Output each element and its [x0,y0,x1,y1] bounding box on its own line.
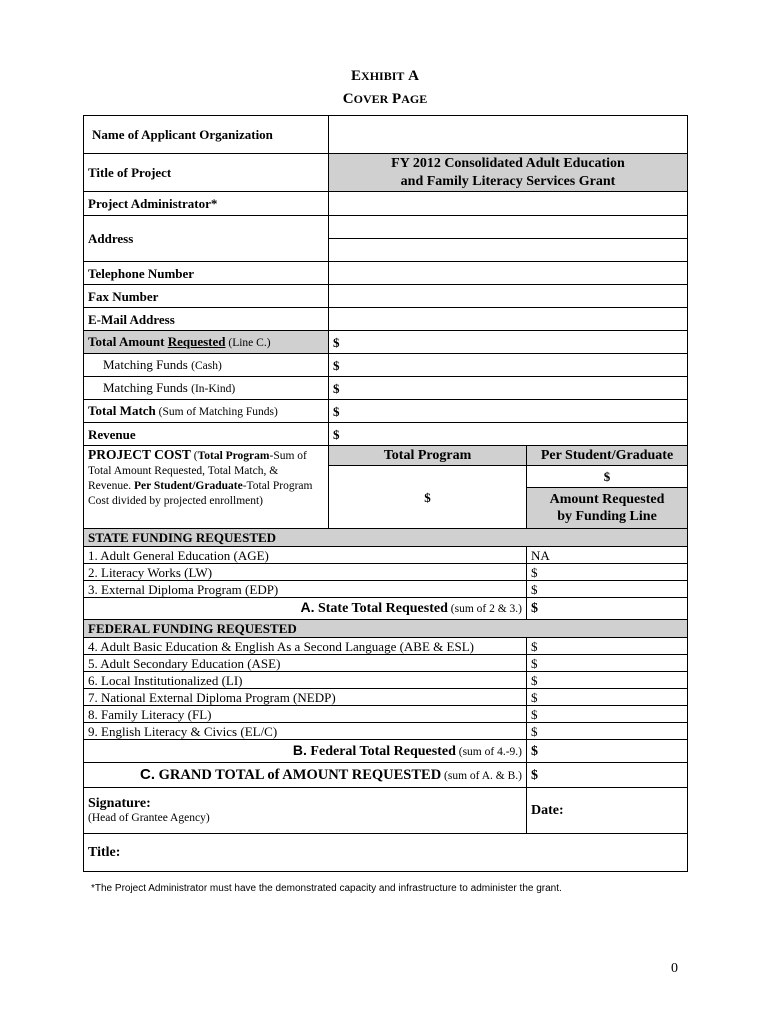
row-total-amount [84,331,688,354]
matching-inkind-label-text: Matching Funds [103,379,192,395]
federal-total-field[interactable]: $ [527,740,688,763]
footnote: *The Project Administrator must have the demonstrated capacity and infrastructure to administer the grant. [91,883,562,894]
grand-total-text: GRAND TOTAL of AMOUNT REQUESTED [155,766,442,783]
per-student-field[interactable]: $ [527,466,688,488]
row-federal-abe-esl [84,638,688,655]
project-title-line2: and Family Literacy Services Grant [400,173,616,189]
matching-cash-label [84,354,329,377]
row-federal-ase [84,655,688,672]
grand-total-note: (sum of A. & B.) [441,769,522,782]
total-match-field[interactable]: $ [329,400,688,423]
federal-funding-heading: FEDERAL FUNDING REQUESTED [84,620,688,638]
cover-page-form [83,115,688,872]
row-title [84,834,688,872]
state-item-edp-value[interactable]: $ [527,581,688,598]
exhibit-title-letter: A [408,68,419,84]
federal-item-fl-label: 8. Family Literacy (FL) [84,706,527,723]
federal-item-li-label: 6. Local Institutionalized (LI) [84,672,527,689]
total-program-header: Total Program [329,446,527,466]
matching-cash-note: (Cash) [191,359,222,372]
signature-cell[interactable] [84,788,527,834]
cover-page-title [0,91,770,108]
state-item-lw-value[interactable]: $ [527,564,688,581]
row-federal-heading [84,620,688,638]
total-match-label [84,400,329,423]
project-title-label: Title of Project [84,154,329,192]
email-label: E-Mail Address [84,308,329,331]
row-fax [84,285,688,308]
amount-requested-line1: Amount Requested [549,492,665,507]
email-field[interactable] [329,308,688,331]
project-cost-total-program-desc: -Sum of Total Amount Requested, Total Match, & Revenue. [88,450,307,492]
project-cost-per-student-desc: -Total Program Cost divided by projected enrollment) [88,480,313,507]
federal-item-elc-value[interactable]: $ [527,723,688,740]
total-amount-field[interactable]: $ [329,331,688,354]
grand-total-field[interactable]: $ [527,763,688,788]
project-title-line1: FY 2012 Consolidated Adult Education [391,155,625,171]
grand-total-label [84,763,527,788]
project-cost-total-program: Total Program [197,450,270,462]
telephone-field[interactable] [329,262,688,285]
row-federal-li [84,672,688,689]
project-cost-open: ( [190,450,198,462]
project-cost-per-student: Per Student/Graduate [133,480,243,492]
federal-item-nedp-value[interactable]: $ [527,689,688,706]
cover-title-rest: OVER [353,92,389,106]
row-email [84,308,688,331]
project-cost-label [84,446,329,529]
state-funding-heading: STATE FUNDING REQUESTED [84,529,688,547]
state-total-note: (sum of 2 & 3.) [447,603,522,615]
telephone-label: Telephone Number [84,262,329,285]
state-item-edp-label: 3. External Diploma Program (EDP) [84,581,527,598]
state-total-letter: A. [300,599,315,615]
row-total-match [84,400,688,423]
row-federal-nedp [84,689,688,706]
matching-cash-field[interactable]: $ [329,354,688,377]
fax-label: Fax Number [84,285,329,308]
exhibit-title-rest: XHIBIT [361,69,405,83]
address-label: Address [84,216,329,262]
row-administrator [84,192,688,216]
federal-total-text: Federal Total Requested [306,743,456,759]
amount-requested-line2: by Funding Line [557,509,657,524]
state-item-lw-label: 2. Literacy Works (LW) [84,564,527,581]
applicant-org-label: Name of Applicant Organization [84,116,329,154]
row-state-lw [84,564,688,581]
applicant-org-field[interactable] [329,116,688,154]
total-amount-note: (Line C.) [225,336,271,349]
federal-item-elc-label: 9. English Literacy & Civics (EL/C) [84,723,527,740]
signature-label: Signature: [88,795,151,811]
signature-sub: (Head of Grantee Agency) [88,811,210,824]
row-telephone [84,262,688,285]
federal-item-abe-esl-value[interactable]: $ [527,638,688,655]
row-applicant-org [84,116,688,154]
project-cost-title: PROJECT COST [88,447,191,462]
row-matching-inkind [84,377,688,400]
date-cell[interactable]: Date: [527,788,688,834]
row-federal-fl [84,706,688,723]
page-title-initial: P [392,91,402,107]
row-state-edp [84,581,688,598]
page-title-rest: AGE [401,92,428,106]
total-amount-label-requested: Requested [167,333,226,349]
row-project-title [84,154,688,192]
row-address-1 [84,216,688,239]
federal-total-label [84,740,527,763]
total-match-note: (Sum of Matching Funds) [155,405,278,418]
total-amount-label [84,331,329,354]
project-title-value [329,154,688,192]
state-item-age-label: 1. Adult General Education (AGE) [84,547,527,564]
row-state-total [84,598,688,620]
federal-item-abe-esl-label: 4. Adult Basic Education & English As a Second Language (ABE & ESL) [84,638,527,655]
state-total-label [84,598,527,620]
row-federal-elc [84,723,688,740]
row-project-cost-header [84,446,688,466]
total-match-label-text: Total Match [88,402,156,418]
federal-total-note: (sum of 4.-9.) [455,745,522,758]
federal-item-li-value[interactable]: $ [527,672,688,689]
revenue-label: Revenue [84,423,329,446]
total-program-field[interactable]: $ [329,466,527,529]
federal-item-ase-value[interactable]: $ [527,655,688,672]
row-matching-cash [84,354,688,377]
cover-title-initial: C [342,91,354,107]
exhibit-title-initial: E [351,68,362,84]
matching-cash-label-text: Matching Funds [103,356,192,372]
title-cell[interactable]: Title: [84,834,688,872]
administrator-label: Project Administrator* [84,192,329,216]
federal-item-fl-value[interactable]: $ [527,706,688,723]
administrator-field[interactable] [329,192,688,216]
page-number: 0 [671,961,678,976]
row-state-heading [84,529,688,547]
address-field-2[interactable] [329,239,688,262]
row-federal-total [84,740,688,763]
address-field-1[interactable] [329,216,688,239]
row-revenue [84,423,688,446]
matching-inkind-label [84,377,329,400]
state-total-text: State Total Requested [314,601,448,616]
per-student-header: Per Student/Graduate [527,446,688,466]
row-state-age [84,547,688,564]
row-signature [84,788,688,834]
fax-field[interactable] [329,285,688,308]
matching-inkind-note: (In-Kind) [191,382,236,395]
federal-item-nedp-label: 7. National External Diploma Program (NEDP) [84,689,527,706]
state-total-field[interactable]: $ [527,598,688,620]
grand-total-letter: C. [140,765,155,783]
matching-inkind-field[interactable]: $ [329,377,688,400]
federal-total-letter: B. [292,741,307,758]
state-item-age-value[interactable]: NA [527,547,688,564]
federal-item-ase-label: 5. Adult Secondary Education (ASE) [84,655,527,672]
total-amount-label-text: Total Amount [88,333,168,349]
exhibit-title [0,68,770,85]
amount-requested-header [527,488,688,529]
row-grand-total [84,763,688,788]
revenue-field[interactable]: $ [329,423,688,446]
